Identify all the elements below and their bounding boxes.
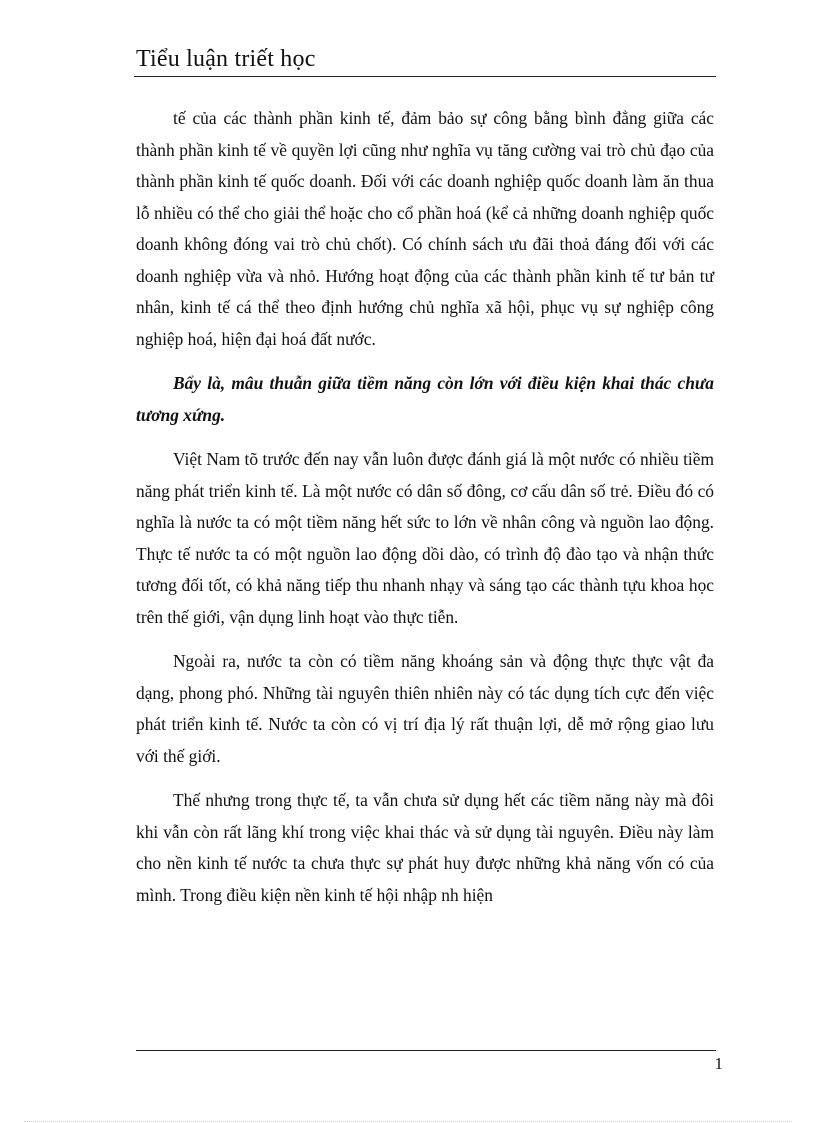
header-divider xyxy=(134,76,716,77)
footer-divider xyxy=(136,1050,716,1051)
page-bottom-edge xyxy=(24,1121,792,1122)
body-text xyxy=(136,103,714,924)
page-number: 1 xyxy=(714,1054,723,1073)
section-heading: Bẩy là, mâu thuẫn giữa tiềm năng còn lớn với điều kiện khai thác chưa tương xứng. xyxy=(136,373,714,425)
paragraph: Việt Nam tõ trước đến nay vẫn luôn được đánh giá là một nước có nhiều tiềm năng phát triển kinh tế. Là một nước có dân số đông, cơ cấu dân số trẻ. Điều đó có nghĩa là nước ta có một tiềm năng hết sức to lớn về nhân công và nguồn lao động. Thực tế nước ta có một nguồn lao động dồi dào, có trình độ đào tạo và nhận thức tương đối tốt, có khả năng tiếp thu nhanh nhạy và sáng tạo các thành tựu khoa học trên thế giới, vận dụng linh hoạt vào thực tiễn. xyxy=(136,449,714,627)
paragraph: tế của các thành phần kinh tế, đảm bảo sự công bằng bình đẳng giữa các thành phần kinh tế về quyền lợi cũng như nghĩa vụ tăng cường vai trò chủ đạo của thành phần kinh tế quốc doanh. Đối với các doanh nghiệp quốc doanh làm ăn thua lỗ nhiều có thể cho giải thể hoặc cho cổ phần hoá (kể cả những doanh nghiệp quốc doanh không đóng vai trò chủ chốt). Có chính sách ưu đãi thoả đáng đối với các doanh nghiệp vừa và nhỏ. Hướng hoạt động của các thành phần kinh tế tư bản tư nhân, kinh tế cá thể theo định hướng chủ nghĩa xã hội, phục vụ sự nghiệp công nghiệp hoá, hiện đại hoá đất nước. xyxy=(136,108,714,349)
paragraph: Ngoài ra, nước ta còn có tiềm năng khoáng sản và động thực thực vật đa dạng, phong phó. Những tài nguyên thiên nhiên này có tác dụng tích cực đến việc phát triển kinh tế. Nước ta còn có vị trí địa lý rất thuận lợi, dễ mở rộng giao lưu với thế giới. xyxy=(136,651,714,766)
paragraph: Thế nhưng trong thực tế, ta vẫn chưa sử dụng hết các tiềm năng này mà đôi khi vẫn còn rất lãng khí trong việc khai thác và sử dụng tài nguyên. Điều này làm cho nền kinh tế nước ta chưa thực sự phát huy được những khả năng vốn có của mình. Trong điều kiện nền kinh tế hội nhập nh hiện xyxy=(136,790,714,905)
page-header-title: Tiểu luận triết học xyxy=(136,46,316,72)
